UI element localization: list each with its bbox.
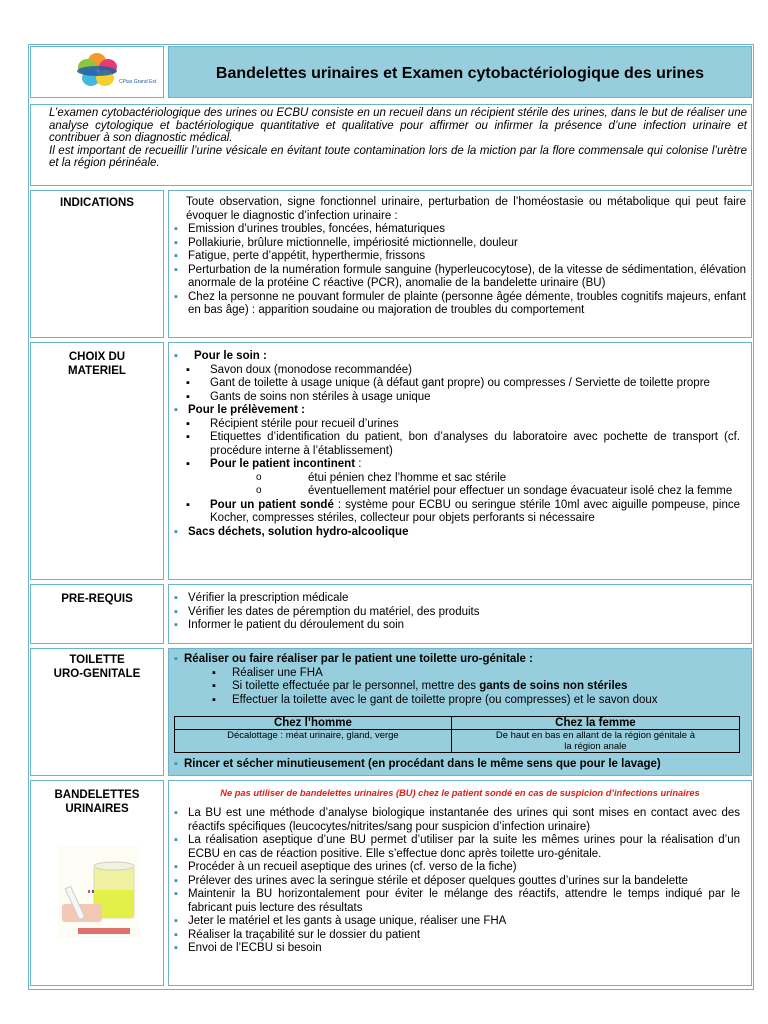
list-item: ▪ La BU est une méthode d’analyse biologique instantanée des urines qui sont mises en contact avec des réactifs spécifiques (leucocytes/nitrites/sang pour suspicion d’infection urinaire) (168, 807, 740, 834)
intro-paragraph: Il est important de recueillir l’urine vésicale en évitant toute contamination lors de la miction par la flore commensale qui colonise l’urètre et la région périnéale. (49, 144, 747, 169)
table-cell: De haut en bas en allant de la région génitale à la région anale (451, 730, 739, 753)
toilette-table (174, 716, 740, 753)
label-line: BANDELETTES (54, 789, 140, 801)
list-item: ▪ Etiquettes d’identification du patient, bon d’analyses du laboratoire avec pochette de transport (cf. procédure interne à l’établissement) (168, 431, 740, 458)
list-item: ▪ Pollakiurie, brûlure mictionnelle, impériosité mictionnelle, douleur (168, 237, 750, 251)
list-item: ▪ Emission d’urines troubles, foncées, hématuriques (168, 223, 750, 237)
logo-text: CPias Grand Est (119, 79, 157, 85)
label-line: CHOIX DU (68, 351, 126, 363)
materiel-label (30, 350, 164, 378)
list-item: ▪ Gant de toilette à usage unique (à défaut gant propre) ou compresses / Serviette de toilette propre (168, 377, 740, 391)
sonde-text: : système pour ECBU ou seringue stérile 10ml avec aiguille pompeuse, pince Kocher, compresses stériles, collecteur pour objets perforants si nécessaire (210, 498, 741, 524)
indications-lead: Toute observation, signe fonctionnel urinaire, perturbation de l’homéostasie ou métabolique qui peut faire évoquer le diagnostic d’infection urinaire : (186, 196, 746, 222)
urine-test-photo (58, 846, 140, 938)
list-item: ▪ Perturbation de la numération formule sanguine (hyperleucocytose), de la vitesse de sédimentation, élévation anormale de la protéine C réactive (PCR), anomalie de la bandelette urinaire (BU) (168, 264, 750, 291)
label-line: URINAIRES (65, 803, 129, 815)
prerequis-content (168, 592, 750, 633)
table-header-row (175, 717, 740, 730)
section-label-box (30, 190, 164, 338)
indications-label: INDICATIONS (60, 197, 134, 209)
page-title: Bandelettes urinaires et Examen cytobactériologique des urines (215, 65, 705, 82)
logo-icon (31, 47, 163, 97)
materiel-content (168, 350, 750, 539)
table-cell: Décalottage : méat urinaire, gland, verge (175, 730, 452, 753)
warning-text: Ne pas utiliser de bandelettes urinaires (BU) chez le patient sondé en cas de suspicion d’infections urinaires (220, 788, 700, 798)
list-item: ▪ Prélever des urines avec la seringue stérile et déposer quelques gouttes d’urines sur la bandelette (168, 875, 740, 889)
list-item-text: Réaliser une FHA (232, 666, 323, 679)
list-item: ▪ La réalisation aseptique d’une BU permet d’utiliser par la suite les mêmes urines pour la réalisation d’un ECBU en cas de réaction positive. Elle s’effectue donc après toilette uro-génitale. (168, 834, 740, 861)
rincer-item: ▪ Rincer et sécher minutieusement (en procédant dans le même sens que pour le lavage) (168, 758, 750, 772)
list-item: ▪ Vérifier les dates de péremption du matériel, des produits (168, 606, 750, 620)
prelevement-title: ▪ Pour le prélèvement : (168, 404, 740, 418)
list-item: ▪ Informer le patient du déroulement du soin (168, 619, 750, 633)
rincer-row (168, 758, 750, 772)
toilette-label (30, 653, 164, 681)
incontinent-row (168, 458, 740, 472)
list-item: ▪ Envoi de l’ECBU si besoin (168, 942, 740, 956)
list-item: ▪ Gants de soins non stériles à usage unique (168, 391, 740, 405)
prerequis-label: PRE-REQUIS (61, 593, 133, 605)
table-header: Chez l’homme (175, 717, 452, 730)
table-row (175, 730, 740, 753)
label-line: URO-GENITALE (53, 668, 141, 680)
list-item: ▪ Procéder à un recueil aseptique des urines (cf. verso de la fiche) (168, 861, 740, 875)
table-header: Chez la femme (451, 717, 739, 730)
intro-paragraph: L’examen cytobactériologique des urines ou ECBU consiste en un recueil dans un récipient stérile des urines, dans le but de réaliser une analyse cytologique et bactériologique quantitative et qualitative pour affirmer ou infirmer la présence d’une infection urinaire et contribuer à son diagnostic médical. (49, 107, 747, 144)
list-item: ▪ Chez la personne ne pouvant formuler de plainte (personne âgée démente, troubles cognitifs majeurs, enfant en bas âge) : apparition soudaine ou majoration de troubles du comportement (168, 291, 750, 318)
list-item: ▪ Maintenir la BU horizontalement pour éviter le mélange des réactifs, attendre le temps indiqué par le fabricant puis lecture des résultats (168, 888, 740, 915)
list-item: ▪ Effectuer la toilette avec le gant de toilette propre (ou compresses) et le savon doux (168, 694, 750, 708)
list-item: ▪ Récipient stérile pour recueil d’urines (168, 418, 740, 432)
soin-title: ▪ Pour le soin : (168, 350, 740, 364)
list-item (168, 680, 750, 694)
list-item-bold: gants de soins non stériles (479, 680, 628, 692)
list-item: o éventuellement matériel pour effectuer un sondage évacuateur isolé chez la femme (168, 485, 740, 499)
list-item: ▪ Vérifier la prescription médicale (168, 592, 750, 606)
list-item: ▪ Savon doux (monodose recommandée) (168, 364, 740, 378)
title-box (168, 46, 752, 98)
list-item: ▪ Fatigue, perte d’appétit, hyperthermie, frissons (168, 250, 750, 264)
urine-cup-icon (58, 846, 140, 938)
sonde-title: Pour un patient sondé (210, 498, 334, 511)
toilette-content (168, 653, 750, 707)
sonde-row (168, 499, 740, 526)
list-item: ▪ Jeter le matériel et les gants à usage unique, réaliser une FHA (168, 915, 740, 929)
incontinent-colon: : (355, 458, 362, 470)
logo-box (30, 46, 164, 98)
toilette-title: ▪ Réaliser ou faire réaliser par le patient une toilette uro-génitale : (168, 653, 750, 667)
list-item-text: Si toilette effectuée par le personnel, mettre des (232, 680, 480, 692)
indications-content (168, 196, 750, 318)
list-item (168, 667, 750, 681)
label-line: TOILETTE (69, 654, 125, 666)
label-line: MATERIEL (68, 365, 126, 377)
sacs-item: ▪ Sacs déchets, solution hydro-alcoolique (168, 526, 740, 540)
list-item: o étui pénien chez l’homme et sac stérile (168, 472, 740, 486)
bandelettes-content (168, 807, 750, 956)
intro-box (30, 104, 752, 186)
list-item: ▪ Réaliser la traçabilité sur le dossier du patient (168, 929, 740, 943)
incontinent-title: Pour le patient incontinent (210, 458, 356, 470)
bandelettes-label (30, 788, 164, 816)
